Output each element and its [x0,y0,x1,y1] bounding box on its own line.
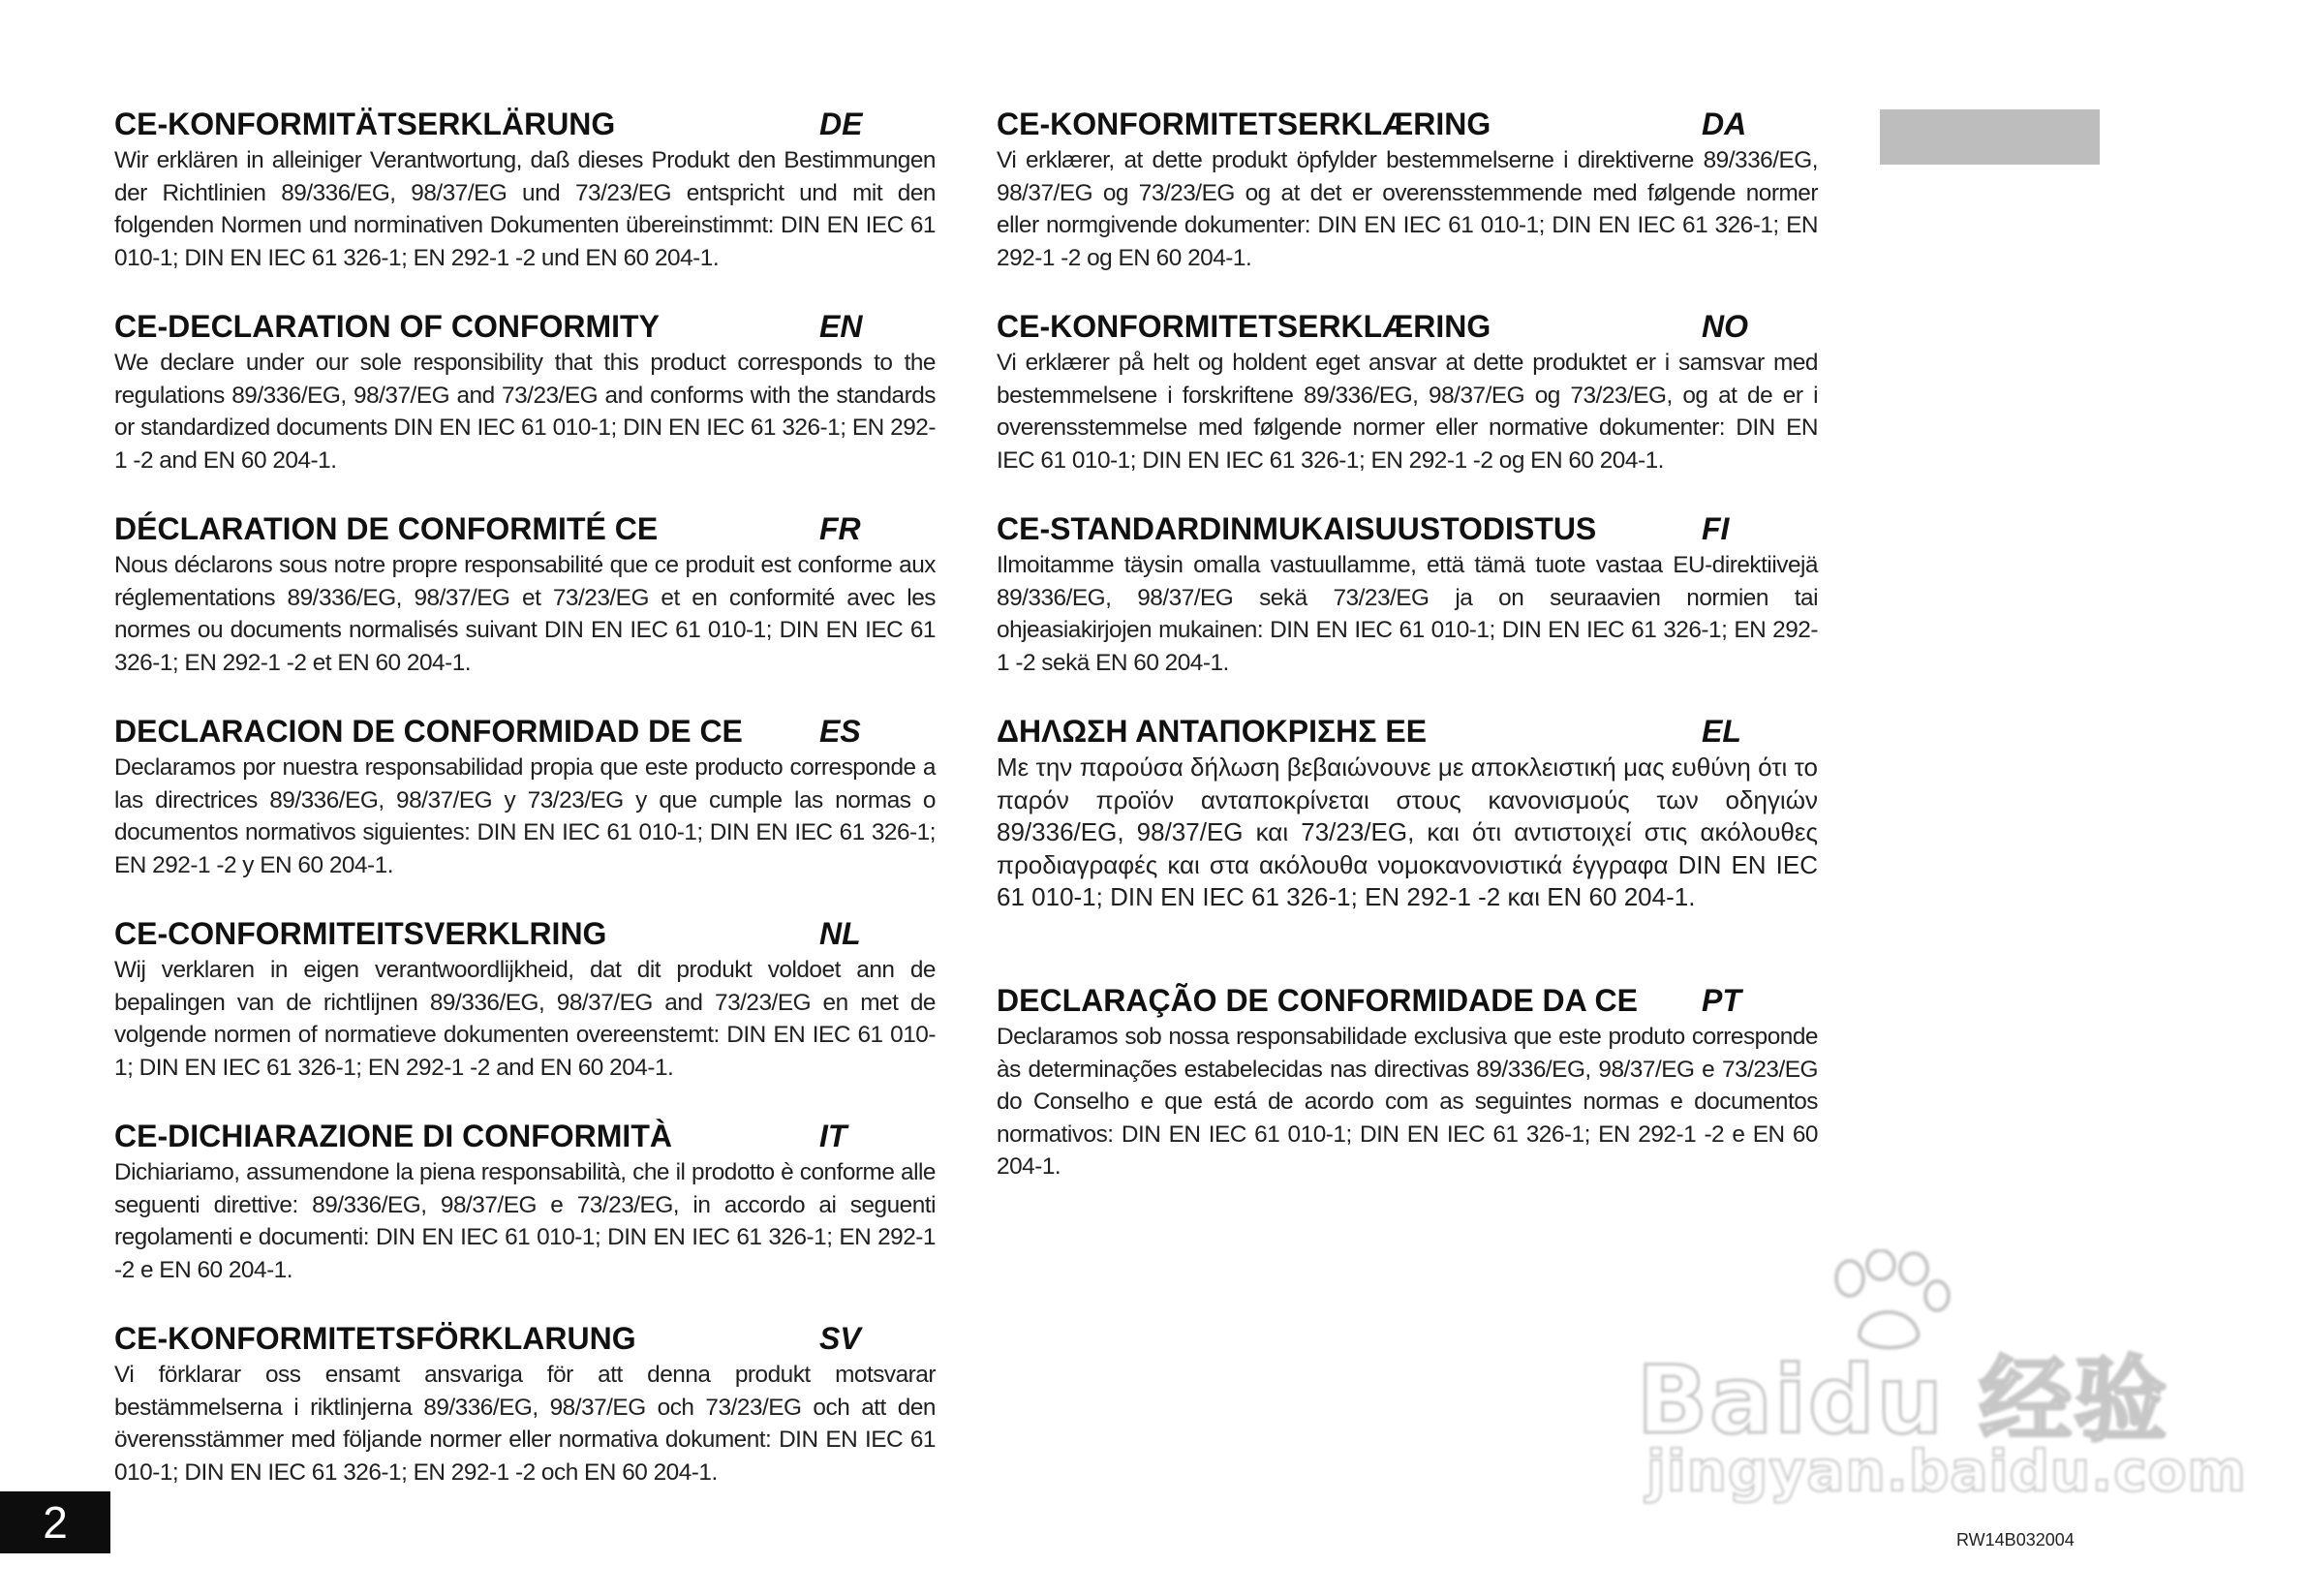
section-text: We declare under our sole responsibility that this product corresponds to the regulations 89/336/EG, 98/37/EG and 73/23/EG and conforms with the standards or standardized documents DIN EN IEC 61 010-1; DIN EN IEC 61 326-1; EN 292-1 -2 and EN 60 204-1. [114,350,936,474]
declaration-fr [114,509,936,679]
section-title: CE-DECLARATION OF CONFORMITY [114,309,660,344]
language-code: SV [819,1321,861,1356]
section-text: Wij verklaren in eigen verantwoordlijkheid, dat dit produkt voldoet ann de bepalingen van de richtlijnen 89/336/EG, 98/37/EG and 73/23/EG en met de volgende normen of normatieve dokumenten overeenstemt: DIN EN IEC 61 010-1; DIN EN IEC 61 326-1; EN 292-1 -2 and EN 60 204-1. [114,957,936,1081]
declaration-it [114,1117,936,1286]
language-code: ES [819,714,861,749]
section-title: CE-KONFORMITETSFÖRKLARUNG [114,1321,636,1356]
section-text: Declaramos sob nossa responsabilidade exclusiva que este produto corresponde às determinações estabelecidas nas directivas 89/336/EG, 98/37/EG e 73/23/EG do Conselho e que está de acordo com as seguintes normas e documentos normativos: DIN EN IEC 61 010-1; DIN EN IEC 61 326-1; EN 292-1 -2 e EN 60 204-1. [997,1024,1818,1180]
language-code: NO [1702,309,1748,344]
page-number: 2 [0,1491,110,1553]
section-text: Dichiariamo, assumendone la piena responsabilità, che il prodotto è conforme alle seguenti direttive: 89/336/EG, 98/37/EG e 73/23/EG, in accordo ai seguenti regolamenti e documenti: DIN EN IEC 61 010-1; DIN EN IEC 61 326-1; EN 292-1 -2 e EN 60 204-1. [114,1159,936,1283]
declaration-nl [114,914,936,1084]
section-text: Vi förklarar oss ensamt ansvariga för att denna produkt motsvarar bestämmelserna i riktlinjerna 89/336/EG, 98/37/EG och 73/23/EG och att den överensstämmer med följande normer eller normativa dokument: DIN EN IEC 61 010-1; DIN EN IEC 61 326-1; EN 292-1 -2 och EN 60 204-1. [114,1362,936,1486]
section-text: Vi erklærer, at dette produkt öpfylder bestemmelserne i direktiverne 89/336/EG, 98/37/EG og 73/23/EG og at det er overensstemmende med følgende normer eller normgivende dokumenter: DIN EN IEC 61 010-1; DIN EN IEC 61 326-1; EN 292-1 -2 og EN 60 204-1. [997,147,1818,271]
section-title: CE-CONFORMITEITSVERKLRING [114,916,607,951]
section-text: Vi erklærer på helt og holdent eget ansvar at dette produktet er i samsvar med bestemmelsene i forskriftene 89/336/EG, 98/37/EG og 73/23/EG, og at de er i overensstemmelse med følgende normer eller normative dokumenter: DIN EN IEC 61 010-1; DIN EN IEC 61 326-1; EN 292-1 -2 og EN 60 204-1. [997,350,1818,474]
declaration-pt [997,981,1818,1183]
language-code: NL [819,916,861,951]
language-code: DE [819,107,863,141]
section-title: CE-KONFORMITETSERKLÆRING [997,309,1491,344]
language-code: EN [819,309,863,344]
language-code: FR [819,511,861,546]
declaration-da [997,105,1818,274]
declaration-en [114,307,936,476]
gray-tab-marker [1880,109,2100,165]
declaration-fi [997,509,1818,679]
language-code: EL [1702,714,1741,749]
section-title: ΔΗΛΩΣΗ ΑΝΤΑΠΟΚΡΙΣΗΣ ΕΕ [997,714,1428,749]
watermark-url: jingyan.baidu.com [1646,1438,2247,1504]
watermark [1637,1249,2247,1511]
section-text: Declaramos por nuestra responsabilidad propia que este producto corresponde a las directrices 89/336/EG, 98/37/EG y 73/23/EG y que cumple las normas o documentos normativos siguientes: DIN EN IEC 61 010-1; DIN EN IEC 61 326-1; EN 292-1 -2 y EN 60 204-1. [114,754,936,878]
declaration-el [997,712,1818,914]
section-text: Με την παρούσα δήλωση βεβαιώνουνε με αποκλειστική μας ευθύνη ότι το παρόν προϊόν ανταποκρίνεται στους κανονισμούς των οδηγιών 89/336/EG, 98/37/EG και 73/23/EG, και ότι αντιστοιχεί στις ακόλουθες προδιαγραφές και στα ακόλουθα νομοκανονιστικά έγγραφα DIN EN IEC 61 010-1; DIN EN IEC 61 326-1; EN 292-1 -2 και EN 60 204-1. [997,752,1818,911]
language-code: IT [819,1119,847,1153]
section-text: Ilmoitamme täysin omalla vastuullamme, että tämä tuote vastaa EU-direktiivejä 89/336/EG, 98/37/EG sekä 73/23/EG ja on seuraavien normien tai ohjeasiakirjojen mukainen: DIN EN IEC 61 010-1; DIN EN IEC 61 326-1; EN 292-1 -2 sekä EN 60 204-1. [997,552,1818,676]
section-title: DÉCLARATION DE CONFORMITÉ CE [114,511,659,546]
language-code: DA [1702,107,1747,141]
language-code: FI [1702,511,1730,546]
declaration-de [114,105,936,274]
section-title: CE-KONFORMITÄTSERKLÄRUNG [114,107,616,141]
declaration-no [997,307,1818,476]
section-text: Nous déclarons sous notre propre responsabilité que ce produit est conforme aux réglementations 89/336/EG, 98/37/EG et 73/23/EG et en conformité avec les normes ou documents normalisés suivant DIN EN IEC 61 010-1; DIN EN IEC 61 326-1; EN 292-1 -2 et EN 60 204-1. [114,552,936,676]
language-code: PT [1702,983,1741,1018]
document-code: RW14B032004 [1956,1530,2075,1550]
watermark-brand: Baidu 经验 [1637,1346,2169,1455]
section-text: Wir erklären in alleiniger Verantwortung, daß dieses Produkt den Bestimmungen der Richtlinien 89/336/EG, 98/37/EG und 73/23/EG entspricht und mit den folgenden Normen und norminativen Dokumenten übereinstimmt: DIN EN IEC 61 010-1; DIN EN IEC 61 326-1; EN 292-1 -2 und EN 60 204-1. [114,147,936,271]
section-title: DECLARACION DE CONFORMIDAD DE CE [114,714,743,749]
section-title: CE-STANDARDINMUKAISUUSTODISTUS [997,511,1597,546]
section-title: CE-DICHIARAZIONE DI CONFORMITÀ [114,1119,672,1153]
section-title: CE-KONFORMITETSERKLÆRING [997,107,1491,141]
section-title: DECLARAÇÃO DE CONFORMIDADE DA CE [997,983,1638,1018]
declaration-sv [114,1319,936,1489]
declaration-es [114,712,936,881]
